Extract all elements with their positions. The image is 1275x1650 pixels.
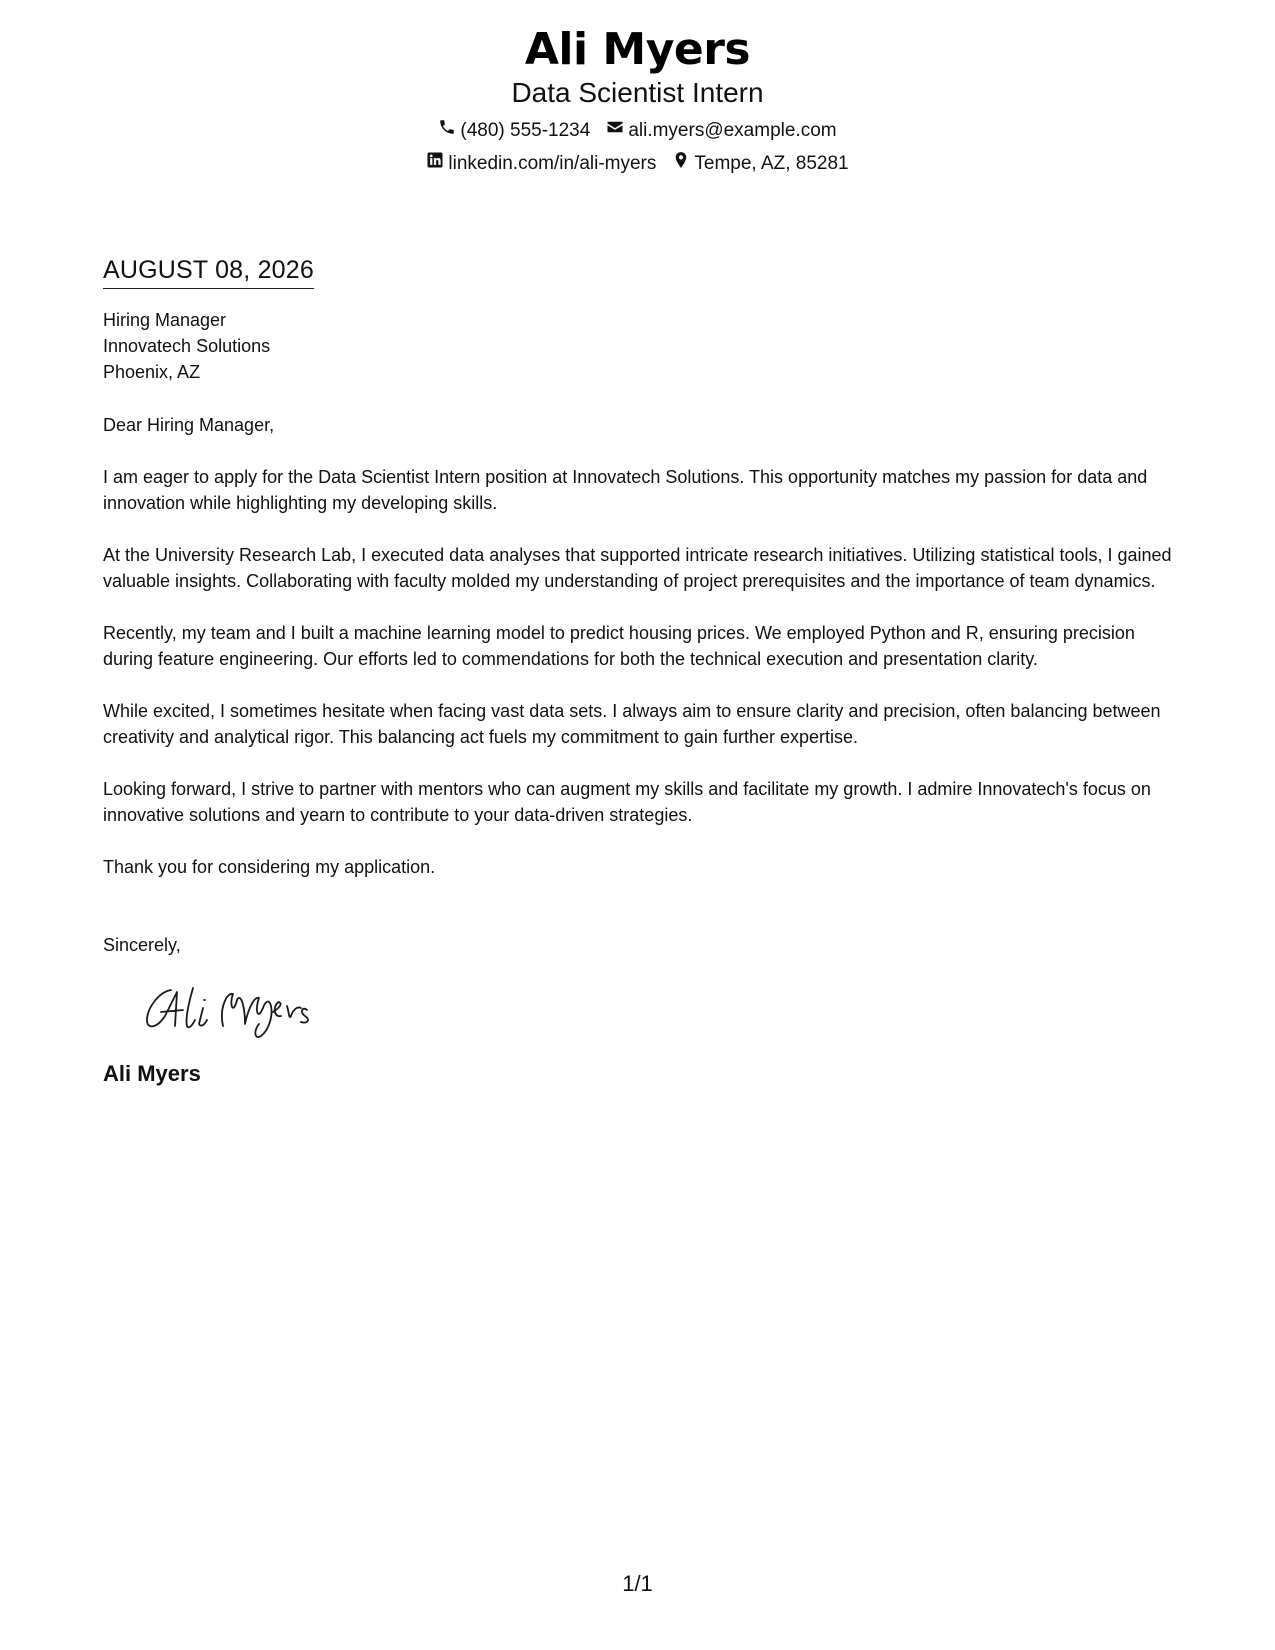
recipient-line: Innovatech Solutions: [103, 336, 271, 356]
body-paragraph: Recently, my team and I built a machine learning model to predict housing prices. We employed Python and R, ensuring precision during feature engineering. Our efforts led to commendations for both the technical execution and presentation clarity.: [103, 623, 1135, 669]
contact-phone: [438, 118, 590, 143]
email-address: ali.myers@example.com: [628, 119, 837, 141]
salutation: Dear Hiring Manager,: [103, 415, 275, 435]
phone-number: (480) 555-1234: [460, 119, 591, 141]
envelope-icon: [606, 118, 624, 143]
page-number: 1/1: [622, 1571, 653, 1596]
letter-date: AUGUST 08, 2026: [103, 254, 314, 289]
signer-name: Ali Myers: [103, 1061, 201, 1086]
contact-location: [672, 151, 848, 176]
recipient-block: [103, 307, 1178, 385]
body-paragraph: Looking forward, I strive to partner with mentors who can augment my skills and facilitate my growth. I admire Innovatech's focus on innovative solutions and yearn to contribute to your data-driven strategies.: [103, 779, 1151, 825]
recipient-line: Hiring Manager: [103, 310, 227, 330]
body-paragraph: Thank you for considering my application.: [103, 857, 436, 877]
recipient-line: Phoenix, AZ: [103, 362, 201, 382]
map-marker-icon: [672, 151, 690, 176]
linkedin-icon: [426, 151, 444, 176]
signature-image: [141, 978, 1178, 1042]
linkedin-url: linkedin.com/in/ali-myers: [448, 152, 657, 174]
letter-body: [103, 254, 1178, 1088]
contact-linkedin: [426, 151, 656, 176]
contact-line-2: [0, 151, 1275, 176]
location-text: Tempe, AZ, 85281: [694, 152, 849, 174]
contact-line-1: [0, 118, 1275, 143]
body-paragraph: While excited, I sometimes hesitate when facing vast data sets. I always aim to ensure clarity and precision, often balancing between creativity and analytical rigor. This balancing act fuels my commitment to gain further expertise.: [103, 701, 1161, 747]
applicant-name: Ali Myers: [524, 24, 751, 75]
contact-email: [606, 118, 836, 143]
letter-header: [0, 22, 1275, 176]
applicant-title: Data Scientist Intern: [511, 77, 764, 108]
body-paragraph: At the University Research Lab, I executed data analyses that supported intricate research initiatives. Utilizing statistical tools, I gained valuable insights. Collaborating with faculty molded my understanding of project prerequisites and the importance of team dynamics.: [103, 545, 1172, 591]
body-paragraph: I am eager to apply for the Data Scientist Intern position at Innovatech Solutions. This opportunity matches my passion for data and innovation while highlighting my developing skills.: [103, 467, 1148, 513]
phone-icon: [438, 118, 456, 143]
closing: Sincerely,: [103, 935, 181, 955]
